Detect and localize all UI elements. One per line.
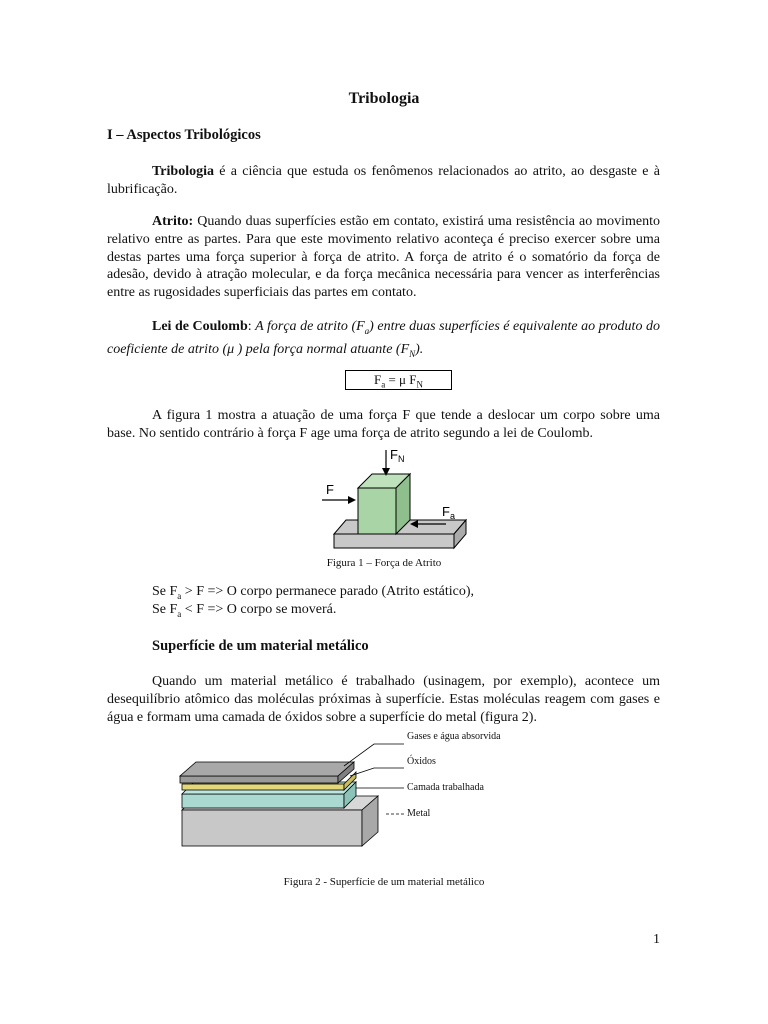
gases-top [180,762,354,776]
label-f: F [326,482,334,497]
figure-1-caption: Figura 1 – Força de Atrito [326,557,442,569]
cond2-a: Se F [152,602,178,617]
paragraph-figura1-intro: A figura 1 mostra a atuação de uma força F que tende a deslocar um corpo sobre uma base. No sentido contrário à força F age uma força de atrito segundo a lei de Coulomb. [107,408,660,441]
label-fa [442,504,455,521]
base-front [334,534,454,548]
label-fn-main: F [390,447,398,462]
paragraph-superficie: Quando um material metálico é trabalhado (usinagem, por exemplo), acontece um desequilíbrio atômico das moléculas próximas à superfície. Estas moléculas reagem com gases e água e formam uma camada de óxidos sobre a superfície do metal (figura 2). [107,674,660,725]
term-tribologia: Tribologia [152,164,214,179]
paragraph-atrito-text: Quando duas superfícies estão em contato, existirá uma resistência ao movimento relativo entre as partes. Para que este movimento relativo aconteça é preciso exercer sobre uma destas partes uma força superior à força de atrito. A força de atrito é o somatório da força de adesão, devido à atração molecular, e da força mecânica necessária para vencer as interferências entre as rugosidades superficiais das partes em contato. [107,214,660,301]
label-fa-sub: a [449,511,455,521]
page-title: Tribologia [348,90,420,107]
block-front [358,488,396,534]
law-part-b: ) entre duas superfícies é equivalente ao produto do coeficiente de atrito (μ ) pela força normal atuante (F [107,319,660,357]
label-fa-main: F [442,504,450,519]
section-heading-superficie: Superfície de um material metálico [152,638,369,654]
condition-static [152,584,474,601]
paragraph-tribologia [107,163,660,199]
page-number: 1 [653,932,660,947]
leader-oxidos [350,768,404,776]
term-atrito: Atrito: [152,214,194,229]
cond2-b: < F => O corpo se moverá. [181,602,337,617]
formula-lhs: F [373,372,382,387]
colon: : [247,319,256,334]
camada-front [182,794,344,808]
coulomb-formula [345,370,452,390]
label-fn-sub: N [397,454,405,464]
cond1-sub: a [177,590,182,601]
label-oxidos: Óxidos [407,756,436,767]
term-coulomb: Lei de Coulomb [152,319,248,334]
paragraph-atrito [107,213,660,302]
force-f-arrowhead [348,496,356,504]
label-fn [390,447,404,464]
cond1-b: > F => O corpo permanece parado (Atrito estático), [181,584,474,599]
law-sub-b: N [409,348,416,359]
paragraph-coulomb [107,318,660,363]
label-metal: Metal [407,808,431,819]
law-part-a: A força de atrito (F [255,319,365,334]
label-camada: Camada trabalhada [407,782,484,793]
gases-front [180,776,338,783]
condition-moving [152,602,336,619]
section-heading-aspectos: I – Aspectos Tribológicos [107,127,261,143]
figure-1-friction-diagram [318,444,478,552]
formula-mid: = μ F [385,372,417,387]
metal-front [182,810,362,846]
oxidos-front [182,784,344,790]
law-part-c: ). [415,341,424,357]
formula-rhs-sub: N [416,379,423,390]
law-sub-a: a [364,325,370,336]
label-gases: Gases e água absorvida [407,731,501,742]
cond1-a: Se F [152,584,178,599]
formula-lhs-sub: a [381,379,386,390]
paragraph-tribologia-text: é a ciência que estuda os fenômenos relacionados ao atrito, ao desgaste e à lubrificação. [107,164,660,197]
cond2-sub: a [177,608,182,619]
figure-2-caption: Figura 2 - Superfície de um material metálico [283,876,485,888]
